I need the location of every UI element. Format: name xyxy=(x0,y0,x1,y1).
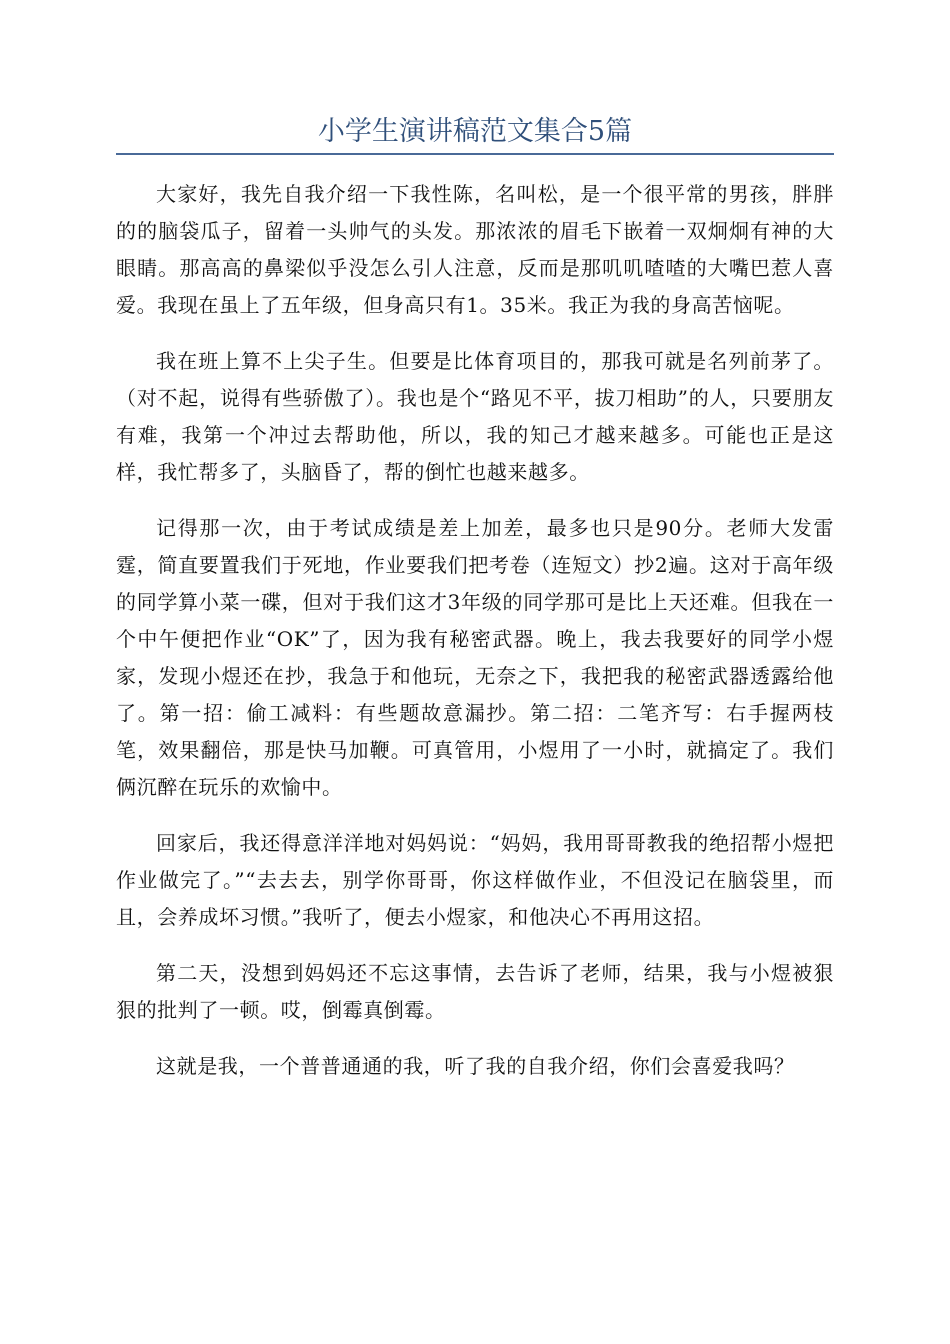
paragraph-1: 大家好，我先自我介绍一下我性陈，名叫松，是一个很平常的男孩，胖胖的的脑袋瓜子，留着一头帅气的头发。那浓浓的眉毛下嵌着一双炯炯有神的大眼睛。那高高的鼻梁似乎没怎么引人注意，反而是那叽叽喳喳的大嘴巴惹人喜爱。我现在虽上了五年级，但身高只有1。35米。我正为我的身高苦恼呢。 xyxy=(116,182,834,317)
document-body xyxy=(116,176,834,1104)
paragraph-2: 我在班上算不上尖子生。但要是比体育项目的，那我可就是名列前茅了。（对不起，说得有些骄傲了）。我也是个“路见不平，拔刀相助”的人，只要朋友有难，我第一个冲过去帮助他，所以，我的知己才越来越多。可能也正是这样，我忙帮多了，头脑昏了，帮的倒忙也越来越多。 xyxy=(116,349,834,484)
paragraph-3: 记得那一次，由于考试成绩是差上加差，最多也只是90分。老师大发雷霆，简直要置我们于死地，作业要我们把考卷（连短文）抄2遍。这对于高年级的同学算小菜一碟，但对于我们这才3年级的同学那可是比上天还难。但我在一个中午便把作业“OK”了，因为我有秘密武器。晚上，我去我要好的同学小煜家，发现小煜还在抄，我急于和他玩，无奈之下，我把我的秘密武器透露给他了。第一招：偷工减料：有些题故意漏抄。第二招：二笔齐写：右手握两枝笔，效果翻倍，那是快马加鞭。可真管用，小煜用了一小时，就搞定了。我们俩沉醉在玩乐的欢愉中。 xyxy=(116,516,834,799)
paragraph-6: 这就是我，一个普普通通的我，听了我的自我介绍，你们会喜爱我吗？ xyxy=(156,1054,795,1078)
paragraph-4: 回家后，我还得意洋洋地对妈妈说：“妈妈，我用哥哥教我的绝招帮小煜把作业做完了。”“去去去，别学你哥哥，你这样做作业，不但没记在脑袋里，而且，会养成坏习惯。”我听了，便去小煜家，和他决心不再用这招。 xyxy=(116,831,834,929)
paragraph-5: 第二天，没想到妈妈还不忘这事情，去告诉了老师，结果，我与小煜被狠狠的批判了一顿。哎，倒霉真倒霉。 xyxy=(116,961,834,1022)
title-underline xyxy=(116,153,834,155)
document-title: 小学生演讲稿范文集合5篇 xyxy=(317,116,633,147)
